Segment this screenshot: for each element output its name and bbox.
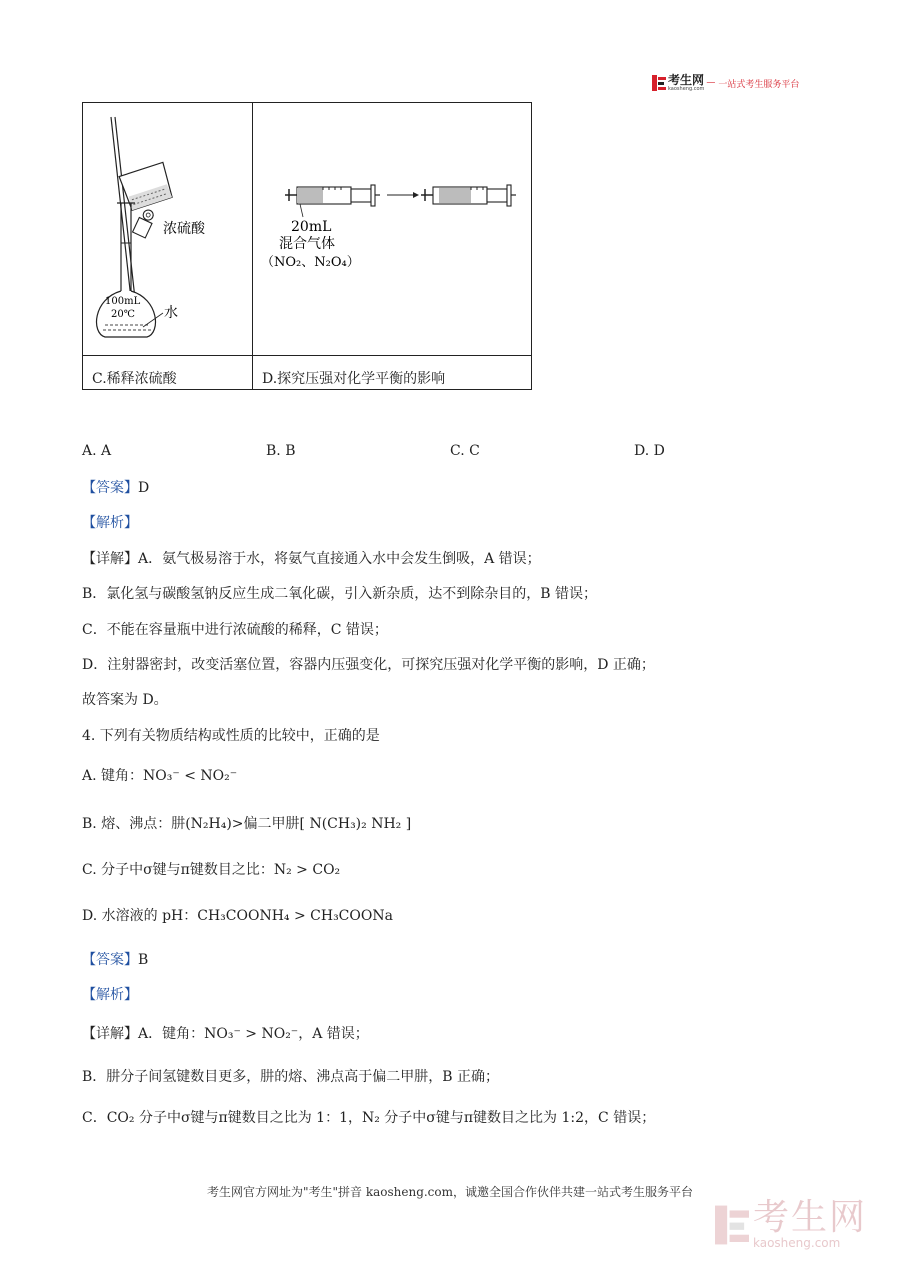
label-gas-composition: （NO₂、N₂O₄）	[261, 255, 360, 270]
q3-analysis-tag: 【解析】	[82, 515, 138, 531]
q3-detail-a	[82, 549, 541, 569]
caption-c: C.稀释浓硫酸	[83, 356, 253, 390]
q4-option-a: A. 键角：NO₃⁻ < NO₂⁻	[82, 768, 238, 784]
watermark	[715, 1197, 868, 1250]
q3-detail-c: C．不能在容量瓶中进行浓硫酸的稀释，C 错误；	[82, 622, 388, 638]
q3-option-a: A. A	[82, 443, 112, 459]
label-flask-volume: 100mL	[105, 296, 141, 307]
q3-option-d: D. D	[634, 443, 665, 459]
answer-value: D	[138, 480, 150, 496]
caption-d: D.探究压强对化学平衡的影响	[253, 356, 532, 390]
detail-tag: 【详解】	[82, 551, 138, 567]
q4-answer	[82, 950, 148, 970]
label-water: 水	[164, 305, 178, 321]
label-syringe-volume: 20mL	[291, 219, 332, 235]
detail-tag: 【详解】	[82, 1026, 138, 1042]
q4-option-d: D. 水溶液的 pH：CH₃COONH₄ > CH₃COONa	[82, 908, 393, 924]
label-mixed-gas: 混合气体	[279, 236, 335, 252]
watermark-text: 考生网	[753, 1197, 868, 1238]
watermark-url: kaosheng.com	[753, 1236, 841, 1250]
experiment-table	[82, 102, 532, 390]
syringe-left	[285, 185, 380, 206]
answer-tag: 【答案】	[82, 952, 138, 968]
brand-url: kaosheng.com	[668, 86, 705, 92]
q3-conclusion: 故答案为 D。	[82, 692, 168, 708]
answer-value: B	[138, 952, 149, 968]
cell-d-figure	[253, 103, 532, 356]
q4-stem: 4. 下列有关物质结构或性质的比较中，正确的是	[82, 728, 380, 744]
detail-text: A．氨气极易溶于水，将氨气直接通入水中会发生倒吸，A 错误；	[138, 551, 541, 567]
answer-tag: 【答案】	[82, 480, 138, 496]
q3-option-c: C. C	[450, 443, 480, 459]
q4-option-b: B. 熔、沸点：肼(N₂H₄)>偏二甲肼[ N(CH₃)₂ NH₂ ]	[82, 816, 412, 832]
page-footer: 考生网官方网址为"考生"拼音 kaosheng.com，诚邀全国合作伙伴共建一站式考生服务平台	[206, 1185, 694, 1199]
header-logo: 考生网 kaosheng.com — 一站式考生服务平台	[652, 74, 799, 92]
q3-detail-b: B．氯化氢与碳酸氢钠反应生成二氧化碳，引入新杂质，达不到除杂目的，B 错误；	[82, 586, 598, 602]
q4-detail-b: B．肼分子间氢键数目更多，肼的熔、沸点高于偏二甲肼，B 正确；	[82, 1069, 500, 1085]
q4-detail-a	[82, 1024, 369, 1044]
q4-analysis-tag: 【解析】	[82, 987, 138, 1003]
q4-detail-c: C．CO₂ 分子中σ键与π键数目之比为 1：1，N₂ 分子中σ键与π键数目之比为 1:2，C 错误；	[82, 1110, 656, 1126]
detail-text: A．键角：NO₃⁻ > NO₂⁻，A 错误；	[138, 1026, 369, 1042]
cell-c-figure	[83, 103, 253, 356]
brand-slogan: 一站式考生服务平台	[718, 79, 800, 90]
brand-name: 考生网	[668, 73, 705, 87]
q3-option-b: B. B	[266, 443, 296, 459]
label-conc-sulfuric-acid: 浓硫酸	[163, 221, 205, 237]
q4-option-c: C. 分子中σ键与π键数目之比：N₂ > CO₂	[82, 862, 341, 878]
label-flask-temp: 20℃	[111, 309, 135, 320]
syringe-diagram	[253, 103, 531, 351]
q3-detail-d: D．注射器密封，改变活塞位置，容器内压强变化，可探究压强对化学平衡的影响，D 正确；	[82, 657, 655, 673]
volumetric-flask-diagram	[83, 103, 252, 351]
kaosheng-logo-icon	[652, 75, 666, 91]
q3-answer	[82, 478, 149, 498]
syringe-right	[421, 185, 516, 206]
watermark-logo-icon	[715, 1201, 749, 1249]
